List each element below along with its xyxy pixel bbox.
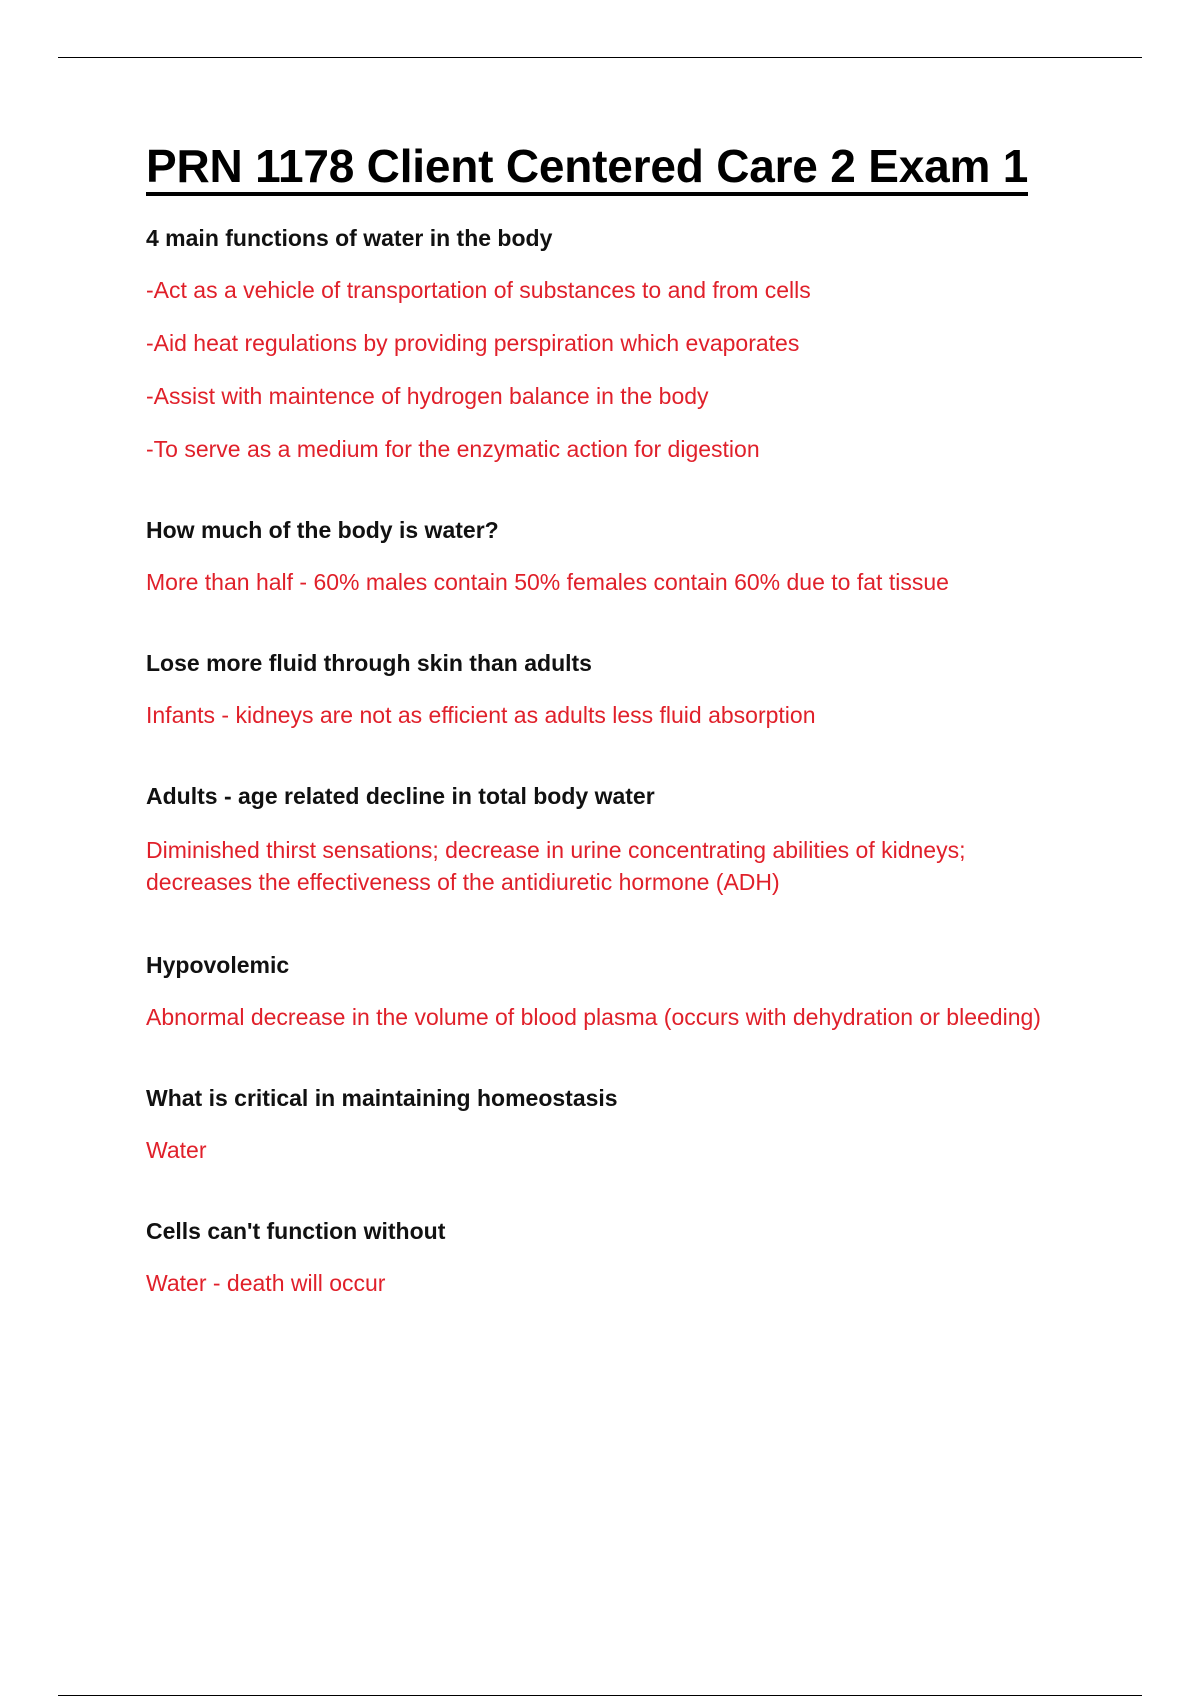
top-rule bbox=[58, 57, 1142, 58]
answer: -Aid heat regulations by providing perspiration which evaporates bbox=[146, 330, 800, 356]
answer: Abnormal decrease in the volume of blood plasma (occurs with dehydration or bleeding) bbox=[146, 1004, 1041, 1030]
qa-item bbox=[146, 224, 1146, 463]
answer: Water bbox=[146, 1137, 207, 1163]
answer: -Act as a vehicle of transportation of substances to and from cells bbox=[146, 277, 811, 303]
question: How much of the body is water? bbox=[146, 517, 499, 543]
answer: Diminished thirst sensations; decrease in urine concentrating abilities of kidneys; decreases the effectiveness of the antidiuretic hormone (ADH) bbox=[146, 837, 966, 895]
qa-item bbox=[146, 649, 1146, 729]
qa-item bbox=[146, 782, 1146, 898]
answer: -To serve as a medium for the enzymatic action for digestion bbox=[146, 436, 760, 462]
answer-block bbox=[146, 1269, 1146, 1297]
answer: -Assist with maintence of hydrogen balance in the body bbox=[146, 383, 709, 409]
question: Cells can't function without bbox=[146, 1218, 446, 1244]
answer-block bbox=[146, 1003, 1146, 1031]
qa-item bbox=[146, 1084, 1146, 1164]
answer-block bbox=[146, 276, 1146, 463]
question: What is critical in maintaining homeostasis bbox=[146, 1085, 618, 1111]
bottom-rule bbox=[58, 1695, 1142, 1696]
answer-block bbox=[146, 1136, 1146, 1164]
qa-list bbox=[146, 224, 1146, 1297]
question: Adults - age related decline in total body water bbox=[146, 783, 655, 809]
document-body bbox=[146, 140, 1146, 1350]
question: Hypovolemic bbox=[146, 952, 290, 978]
answer-block bbox=[146, 701, 1146, 729]
question: Lose more fluid through skin than adults bbox=[146, 650, 592, 676]
qa-item bbox=[146, 1217, 1146, 1297]
answer: Infants - kidneys are not as efficient as adults less fluid absorption bbox=[146, 702, 816, 728]
question: 4 main functions of water in the body bbox=[146, 225, 553, 251]
document-title: PRN 1178 Client Centered Care 2 Exam 1 bbox=[146, 140, 1028, 196]
answer: More than half - 60% males contain 50% females contain 60% due to fat tissue bbox=[146, 569, 949, 595]
qa-item bbox=[146, 516, 1146, 596]
answer-block bbox=[146, 568, 1146, 596]
qa-item bbox=[146, 951, 1146, 1031]
answer: Water - death will occur bbox=[146, 1270, 386, 1296]
answer-block bbox=[146, 834, 1146, 898]
